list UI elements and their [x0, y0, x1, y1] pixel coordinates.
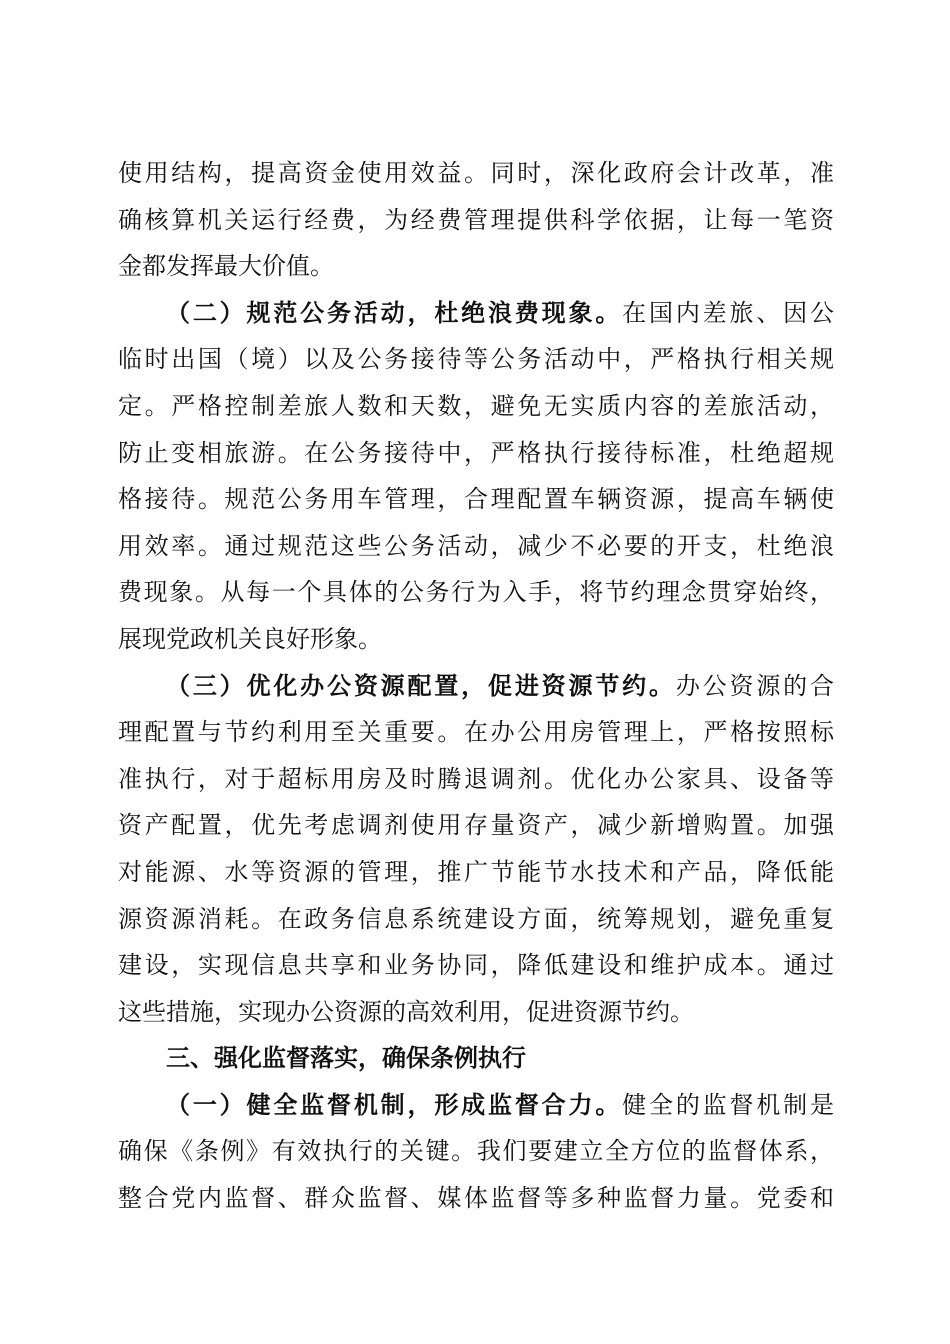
- paragraph-lead-heading: （三）优化办公资源配置，促进资源节约。: [166, 671, 676, 700]
- text-line: 确保《条例》有效执行的关键。我们要建立全方位的监督体系，: [118, 1137, 834, 1166]
- section-heading: 三、强化监督落实，确保条例执行: [166, 1044, 526, 1073]
- text-line: 建设，实现信息共享和业务协同，降低建设和维护成本。通过: [118, 951, 834, 980]
- paragraph-lead-heading: （一）健全监督机制，形成监督合力。: [166, 1090, 623, 1119]
- text-line: 费现象。从每一个具体的公务行为入手，将节约理念贯穿始终，: [118, 578, 834, 607]
- paragraph-continued: [118, 150, 834, 290]
- text-line: 资产配置，优先考虑调剂使用存量资产，减少新增购置。加强: [118, 811, 834, 840]
- paragraph-section-3-1: [118, 1082, 834, 1222]
- paragraph-lead-rest: 健全的监督机制是: [622, 1090, 834, 1119]
- text-line: 展现党政机关良好形象。: [118, 624, 382, 653]
- text-line: [118, 290, 834, 337]
- text-line: 临时出国（境）以及公务接待等公务活动中，严格执行相关规: [118, 345, 834, 374]
- paragraph-lead-heading: （二）规范公务活动，杜绝浪费现象。: [166, 298, 623, 327]
- text-line: 准执行，对于超标用房及时腾退调剂。优化办公家具、设备等: [118, 764, 834, 793]
- text-line: 整合党内监督、群众监督、媒体监督等多种监督力量。党委和: [118, 1184, 834, 1213]
- text-line: 格接待。规范公务用车管理，合理配置车辆资源，提高车辆使: [118, 485, 834, 514]
- text-line: 定。严格控制差旅人数和天数，避免无实质内容的差旅活动，: [118, 391, 834, 420]
- text-line: 防止变相旅游。在公务接待中，严格执行接待标准，杜绝超规: [118, 438, 834, 467]
- text-line: [118, 1082, 834, 1129]
- paragraph-lead-rest: 在国内差旅、因公: [622, 298, 834, 327]
- paragraph-lead-rest: 办公资源的合: [675, 671, 834, 700]
- paragraph-section-2-3: [118, 663, 834, 1036]
- text-line: [118, 663, 834, 710]
- text-line: 金都发挥最大价值。: [118, 252, 334, 281]
- text-line: 确核算机关运行经费，为经费管理提供科学依据，让每一笔资: [118, 205, 834, 234]
- document-body: [118, 150, 834, 1222]
- text-line: 这些措施，实现办公资源的高效利用，促进资源节约。: [118, 997, 694, 1026]
- text-line: 用效率。通过规范这些公务活动，减少不必要的开支，杜绝浪: [118, 531, 834, 560]
- text-line: 使用结构，提高资金使用效益。同时，深化政府会计改革，准: [118, 159, 834, 187]
- paragraph-section-2-2: [118, 290, 834, 663]
- text-line: 源资源消耗。在政务信息系统建设方面，统筹规划，避免重复: [118, 904, 834, 933]
- text-line: 理配置与节约利用至关重要。在办公用房管理上，严格按照标: [118, 718, 834, 747]
- text-line: 对能源、水等资源的管理，推广节能节水技术和产品，降低能: [118, 857, 834, 886]
